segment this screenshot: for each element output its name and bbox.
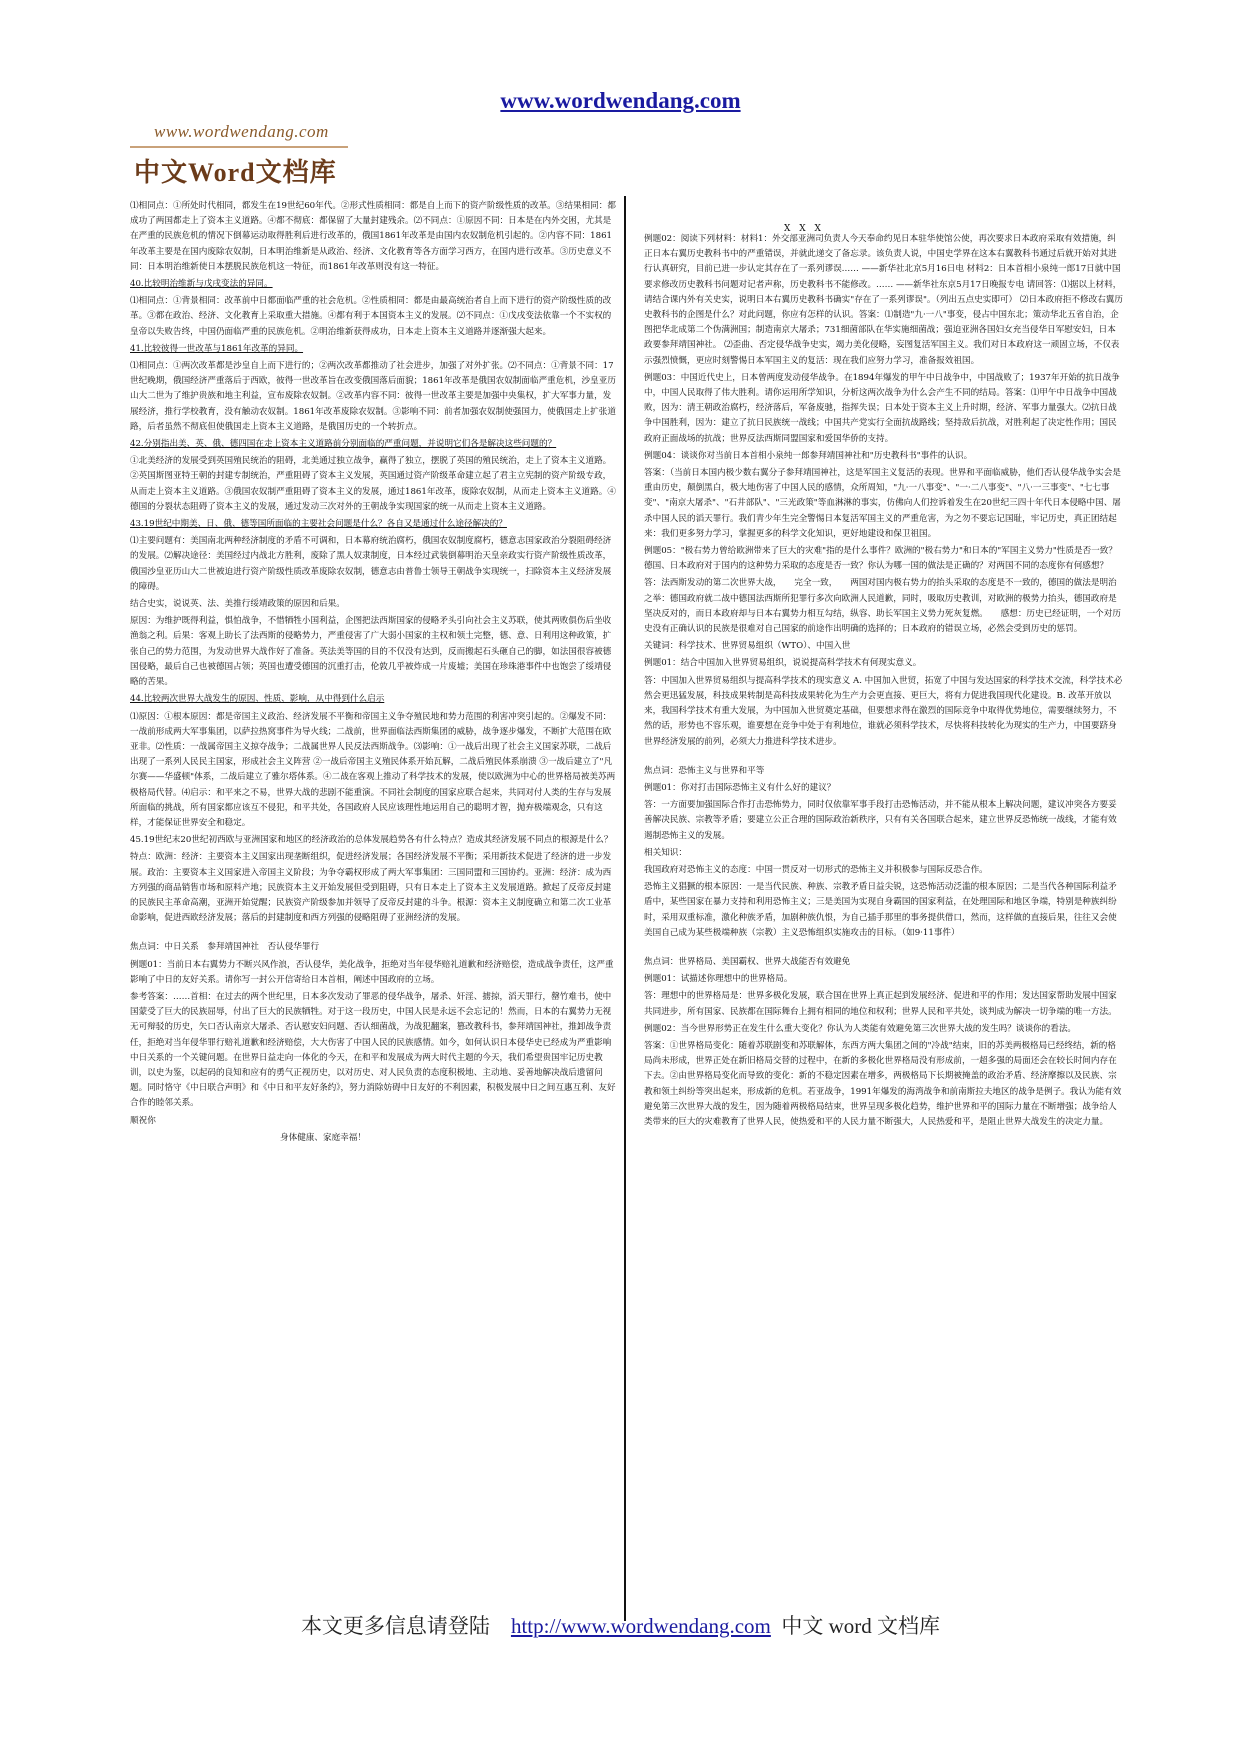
example-question: 例题01：当前日本右翼势力不断兴风作浪，否认侵华，美化战争，拒绝对当年侵华赔礼道歉和经济赔偿，造成战争责任，这严重影响了中日的友好关系。请你写一封公开信寄给日本首相，阐述中国政府的立场。 <box>130 959 614 985</box>
column-divider <box>624 196 626 1621</box>
example-question: 例题01：试描述你理想中的世界格局。 <box>644 974 793 985</box>
question-heading: 42.分别指出美、英、俄、德四国在走上资本主义道路前分别面临的严重问题，并说明它们各是解决这些问题的？ <box>130 439 557 450</box>
answer: 答：理想中的世界格局是：世界多极化发展，联合国在世界上真正起到发展经济、促进和平的作用；发达国家帮助发展中国家共同进步，所有国家、民族都在国际舞台上拥有相同的地位和权利；世界人民和平共处，谈判成为解决一切争端的唯一方法。 <box>644 991 1117 1017</box>
example-question: 例题02：当今世界形势正在发生什么重大变化？你认为人类能有效避免第三次世界大战的发生吗？谈谈你的看法。 <box>644 1023 1077 1034</box>
answer: 答：一方面要加强国际合作打击恐怖势力，同时仅依靠军事手段打击恐怖活动，并不能从根本上解决问题，建议冲突各方要妥善解决民族、宗教等矛盾；要建立公正合理的国际政治新秩序，只有有关各国联合起来，建立世界反恐怖统一战线，才能有效遏制恐怖主义的发展。 <box>644 800 1117 841</box>
paragraph: 我国政府对恐怖主义的态度：中国一贯反对一切形式的恐怖主义并积极参与国际反恐合作。 <box>644 864 988 875</box>
keywords: 关键词：科学技术、世界贸易组织（WTO）、中国入世 <box>644 641 851 652</box>
answer: 答案：①世界格局变化：随着苏联剧变和苏联解体，东西方两大集团之间的"冷战"结束，旧的苏美两极格局已经终结，新的格局尚未形成，世界正处在新旧格局交替的过程中，在新的多极化世界格局没有形成前，一超多强的局面还会在较长时间内存在下去。②由世界格局变化而导致的变化：新的不稳定因素在增多，两极格局下长期被掩盖的政治矛盾、经济摩擦以及民族、宗教和领土纠纷等突出起来，形成新的危机。若亚战争，1991年爆发的海湾战争和前南斯拉夫地区的战争是例子。我认为能有效避免第三次世界大战的发生，因为随着两极格局结束，世界呈现多极化趋势，维护世界和平的国际力量在不断增强；战争给人类带来的巨大的灾难教育了世界人民，使热爱和平的人民力量不断强大，人民热爱和平，是阻止世界大战发生的决定力量。 <box>644 1040 1122 1127</box>
question-heading: 44.比较两次世界大战发生的原因、性质、影响，从中得到什么启示 <box>130 694 385 705</box>
related-knowledge-heading: 相关知识： <box>644 847 687 858</box>
example-question: 例题05："极右势力曾给欧洲带来了巨大的灾难"指的是什么事件？欧洲的"极右势力"和日本的"军国主义势力"性质是否一致？德国、日本政府对于国内的这种势力采取的态度是否一致？你认为哪一国的做法是正确的？对两国不同的态度你有何感想？ <box>644 546 1117 572</box>
answer: 答：法西斯发动的第二次世界大战， 完全一致， 两国对国内极右势力的抬头采取的态度是不一致的，德国的做法是明治之举：德国政府就二战中德国法西斯所犯罪行多次向欧洲人民道歉，同时，吸取历史教训，对欧洲的极势力抬头，德国政府是坚决反对的，而日本政府却与日本右翼势力相互勾结，纵容、助长军国主义势力死灰复燃。 感想：历史已经证明，一个对历史没有正确认识的民族是很难对自己国家的前途作出明确的选择的；日本政府的错误立场，必然会受到历史的惩罚。 <box>644 578 1121 635</box>
question-heading: 结合史实，说说英、法、美推行绥靖政策的原因和后果。 <box>130 599 345 610</box>
paragraph: ⑴相同点：①所处时代相同，都发生在19世纪60年代。②形式性质相同：都是自上而下的资产阶级性质的改革。③结果相同：都成功了两国都走上了资本主义道路。④都不彻底：都保留了大量封建残余。⑵不同点：①原因不同：日本是在内外交困，尤其是在严重的民族危机的情况下倒幕运动取得胜利后进行改革的，俄国1861年改革是由国内农奴制危机引起的。②内容不同：1861年改革主要是在国内废除农奴制，日本明治维新是从政治、经济、文化教育等各方面学习西方，在国内进行改革。③历史意义不同：日本明治维新使日本摆脱民族危机这一特征，而1861年改革则没有这一特征。 <box>130 201 616 272</box>
spacer <box>644 752 1124 764</box>
question-heading: 40.比较明治维新与戊戌变法的异同。 <box>130 279 273 290</box>
paragraph: ⑴相同点：①背景相同：改革前中日都面临严重的社会危机。②性质相同：都是由最高统治者自上而下进行的资产阶级性质的改革。③都在政治、经济、文化教育上采取重大措施。④都有利于本国资本主义的发展。⑵不同点：①戊戌变法依靠一个不实权的皇帝以失败告终，中国仍面临严重的民族危机。②明治维新获得成功，日本走上资本主义道路并逐渐强大起来。 <box>130 296 612 337</box>
site-url-link[interactable]: www.wordwendang.com <box>500 88 741 113</box>
footer-suffix: 中文 word 文档库 <box>781 1614 941 1638</box>
footer-link[interactable]: http://www.wordwendang.com <box>510 1614 771 1638</box>
paragraph: 原因：为维护既得利益，惧怕战争，不惜牺牲小国利益，企图把法西斯国家的侵略矛头引向社会主义苏联，使其两败俱伤后坐收渔翁之利。后果：客观上助长了法西斯的侵略势力，严重侵害了广大弱小国家的主权和领土完整，德、意、日利用这种政策，扩张自己的势力范围，为发动世界大战作好了准备。英法美等国的目的不仅没有达到，反而搬起石头砸自己的脚，如法国很容被德国侵略，最后自己也被德国占领；英国也遭受德国的沉重打击，伦敦几乎被炸成一片废墟；美国在珍珠港事件中也饱尝了绥靖侵略的苦果。 <box>130 616 612 688</box>
spacer <box>130 928 618 940</box>
question-heading: 45.19世纪末20世纪初西欧与亚洲国家和地区的经济政治的总体发展趋势各有什么特点？造成其经济发展不同点的根源是什么？ <box>130 835 613 846</box>
question-heading: 41.比较彼得一世改革与1861年改革的异同。 <box>130 343 304 354</box>
answer: 答：中国加入世界贸易组织与提高科学技术的现实意义 A. 中国加入世贸，拓宽了中国与发达国家的科学技术交流，科学技术必然会更迅猛发展，科技成果转制是高科技成果转化为生产力会更直接、更巨大，将有力促进我国现代化建设。B. 改革开放以来，我国科学技术有重大发展，为中国加入世贸奠定基础，但要想求得在激烈的国际竞争中取得优势地位，需要继续努力，不然的话，形势也不容乐观，谁要想在竞争中处于有利地位，谁就必须科学技术，尽快将科技转化为现实的生产力，中国要跻身世界经济发展的前列，必须大力推进科学技术进步。 <box>644 675 1123 747</box>
reference-answer: 参考答案：……首相：在过去的两个世纪里，日本多次发动了罪恶的侵华战争，屠杀、奸淫、掳掠，滔天罪行，罄竹难书，使中国蒙受了巨大的民族屈辱，付出了巨大的民族牺牲。对于这一段历史，中国人民是永远不会忘记的！然而，日本的右翼势力无视无可辩驳的历史，矢口否认南京大屠杀、否认慰安妇问题、否认细菌战，为战犯翻案，篡改教科书，参拜靖国神社，推卸战争责任，拒绝对当年侵华罪行赔礼道歉和经济赔偿，大大伤害了中国人民的民族感情。如今，如何认识日本侵华史已经成为严重影响中日关系的一个关键问题。在世界日益走向一体化的今天，在和平和发展成为两大时代主题的今天，我们希望贵国牢记历史教训，以史为鉴，以起码的良知和应有的勇气正视历史，以对历史、对人民负责的态度积极地、主动地、妥善地解决战后遗留问题。同时恪守《中日联合声明》和《中日和平友好条约》，努力消除妨碍中日友好的不利因素，积极发展中日之间互惠互利、友好合作的睦邻关系。 <box>130 991 616 1109</box>
paragraph: ①北美经济的发展受到英国殖民统治的阻碍，北美通过独立战争，赢得了独立，摆脱了英国的殖民统治，走上了资本主义道路。②英国斯图亚特王朝的封建专制统治，严重阻碍了资本主义发展，英国通过资产阶级革命建立起了君主立宪制的资产阶级专政，从而走上资本主义道路。③俄国农奴制严重阻碍了资本主义的发展，通过1861年改革，废除农奴制，从而走上资本主义道路。④德国的分裂状态阻碍了资本主义的发展，通过发动三次对外的王朝战争实现国家的统一从而走上资本主义道路。 <box>130 456 616 512</box>
question-heading: 43.19世纪中期美、日、俄、德等国所面临的主要社会问题是什么？各自又是通过什么途径解决的？ <box>130 519 507 530</box>
spacer <box>644 943 1124 955</box>
paragraph: ⑴相同点：①两次改革都是沙皇自上而下进行的；②两次改革都推动了社会进步，加强了对外扩张。⑵不同点：①背景不同：17世纪晚期，俄国经济严重落后于西欧，彼得一世改革旨在改变俄国落后面貌；1861年改革是俄国农奴制面临严重危机，沙皇亚历山大二世为了维护贵族和地主利益，宣布废除农奴制。②改革内容不同：彼得一世改革主要是加强中央集权，扩大军事力量，发展经济，推行学校教育，没有触动农奴制。1861年改革废除农奴制。③影响不同：前者加强农奴制使强国力，使俄国走上扩张道路，后者虽然不彻底但使俄国走上资本主义道路，是俄国历史的一个转折点。 <box>130 361 616 432</box>
focus-term: 焦点词：世界格局、美国霸权、世界大战能否有效避免 <box>644 956 851 967</box>
example-question: 例题03：中国近代史上，日本曾两度发动侵华战争。在1894年爆发的甲午中日战争中，中国战败了；1937年开始的抗日战争中，中国人民取得了伟大胜利。请你运用所学知识，分析这两次战争为什么会产生不同的结局。答案：⑴甲午中日战争中国战败，因为：清王朝政治腐朽，经济落后，军备废驰，指挥失误；日本处于资本主义上升时期，经济、军事力量强大。⑵抗日战争中国胜利，因为：建立了抗日民族统一战线；中国共产党实行全面抗战路线；坚持敌后抗战，对胜利起了决定性作用；国民政府正面战场的抗战；世界反法西斯同盟国家和爱国华侨的支持。 <box>644 372 1120 444</box>
closing-line: 顺祝你 <box>130 1115 156 1126</box>
example-question: 例题02：阅读下列材料：材料1：外交部亚洲司负责人今天奉命约见日本驻华使馆公使，再次要求日本政府采取有效措施，纠正日本右翼历史教科书中的严重错误，并就此递交了备忘录。该负责人说，中国史学界在这本右翼教科书通过后就开始对其进行认真研究，目前已进一步认定其存在了一系列谬误…… ——新华社北京5月16日电 材料2：日本首相小泉纯一郎17日就中国要求修改历史教科书问题对记者声称，历史教科书不能修改。…… ——新华社东京5月17日晚报专电 请回答：⑴据以上材料，请结合课内外有关史实，说明日本右翼历史教科书确实"存在了一系列谬误"。（列出五点史实即可） ⑵日本政府拒不修改右翼历史教科书的企图是什么？对此问题，你应有怎样的认识。答案：⑴制造"九·一八"事变，侵占中国东北；策动华北五省自治，企图把华北成第二个伪满洲国；制造南京大屠杀；731细菌部队在华实施细菌战；强迫亚洲各国妇女充当侵华日军慰安妇，日本政要参拜靖国神社。 ⑵歪曲、否定侵华战争史实，竭力美化侵略，妄图复活军国主义。我们对日本政府这一顽固立场，不仅表示强烈愤慨，更应时刻警惕日本军国主义的复活：现在我们应努力学习，准备报效祖国。 <box>644 234 1123 366</box>
example-question: 例题01：你对打击国际恐怖主义有什么好的建议？ <box>644 782 836 793</box>
footer <box>0 1610 1241 1640</box>
logo-divider <box>130 146 348 148</box>
paragraph: 特点：欧洲：经济：主要资本主义国家出现垄断组织，促进经济发展；各国经济发展不平衡；采用新技术促进了经济的进一步发展。政治：主要资本主义国家进入帝国主义阶段；为争夺霸权形成了两大军事集团：三国同盟和三国协约。亚洲：经济：成为西方列强的商品销售市场和原料产地；民族资本主义开始发展但受到阻碍，只有日本走上了资本主义发展道路。掀起了反帝反封建的民族民主革命高潮，亚洲开始觉醒；民族资产阶级参加并领导了反帝反封建的斗争。根源：资本主义制度确立和第二次工业革命影响，促进西欧经济发展；落后的封建制度和西方列强的侵略阻碍了亚洲经济的发展。 <box>130 852 612 924</box>
right-column <box>644 232 1124 1132</box>
answer: 答案：（当前日本国内极少数右翼分子参拜靖国神社，这是军国主义复活的表现。世界和平面临威胁，他们否认侵华战争实会是重由历史，颠倒黑白，极大地伤害了中国人民的感情，众所周知，"九·一八事变"、"一·二八事变"、"八·一三事变"、"七七事变"、"南京大屠杀"、"石井部队"、"三光政策"等血淋淋的事实，仿佛向人们控诉着发生在20世纪三四十年代日本侵略中国、屠杀中国人民的滔天罪行。我们青少年生完全警惕日本复活军国主义的严重危害，为之勿不要忘记国耻，牢记历史，真正团结起来：我们更多努力学习，掌握更多的科学文化知识，更好地建设和保卫祖国。 <box>644 468 1121 539</box>
site-logo <box>130 118 348 190</box>
paragraph: ⑴主要问题有：美国南北两种经济制度的矛盾不可调和，日本幕府统治腐朽，俄国农奴制度腐朽，德意志国家政治分裂阻碍经济的发展。⑵解决途径：美国经过内战北方胜利，废除了黑人奴隶制度，日本经过武装倒幕明治天皇亲政实行资产阶级性质改革，俄国沙皇亚历山大二世被迫进行资产阶级性质改革废除农奴制，德意志由普鲁士领导王朝战争实现统一，扫除资本主义经济发展的障碍。 <box>130 536 612 592</box>
left-column <box>130 199 618 1148</box>
logo-name: 中文Word文档库 <box>134 158 337 187</box>
focus-term: 焦点词：恐怖主义与世界和平等 <box>644 765 765 776</box>
right-column-marker: X X X <box>784 224 824 234</box>
focus-term: 焦点词：中日关系 参拜靖国神社 否认侵华罪行 <box>130 942 320 953</box>
closing-wish: 身体健康、家庭幸福！ <box>280 1132 366 1143</box>
example-question: 例题01：结合中国加入世界贸易组织，说说提高科学技术有何现实意义。 <box>644 658 922 669</box>
example-question: 例题04：谈谈你对当前日本首相小泉纯一郎参拜靖国神社和"历史教科书"事件的认识。 <box>644 450 973 461</box>
footer-prefix: 本文更多信息请登陆 <box>300 1614 490 1638</box>
paragraph: ⑴原因：①根本原因：都是帝国主义政治、经济发展不平衡和帝国主义争夺殖民地和势力范围的利害冲突引起的。②爆发不同：一战前形成两大军事集团，以萨拉热窝事件为导火线；二战前，世界面临法西斯集团的威胁，战争逐步爆发，不断扩大范围在欧亚非。⑵性质：一战属帝国主义掠夺战争；二战属世界人民反法西斯战争。⑶影响：①一战后出现了社会主义国家苏联，二战后出现了一系列人民民主国家，形成社会主义阵营 ②一战后帝国主义殖民体系开始瓦解，二战后殖民体系崩溃 ③一战后建立了"凡尔赛——华盛顿"体系，二战后建立了雅尔塔体系。④二战在客观上推动了科学技术的发展，使以欧洲为中心的世界格局被美苏两极格局代替。⑷启示：和平来之不易，世界大战的悲剧不能重演。不同社会制度的国家应联合起来，共同对付人类的生存与发展所面临的挑战，所有国家都应该互不侵犯，和平共处，各国政府人民应该理性地运用自己的聪明才智，抛弃极端观念，只有这样，才能保证世界安全和稳定。 <box>130 711 616 828</box>
paragraph: 恐怖主义猖獗的根本原因：一是当代民族、种族、宗教矛盾日益尖锐，这恐怖活动泛滥的根本原因；二是当代各种国际利益矛盾中，某些国家在暴力支持和利用恐怖主义；三是美国为实现自身霸国的国家利益，在处理国际和地区争端，特别是种族纠纷时，采用双重标准，激化种族矛盾，加剧种族仇恨，为自己插手那里的事务提供借口，然而，这样做的直接后果，往往又会使美国自己成为某些极端种族（宗教）主义恐怖组织实施攻击的目标。（如9·11事件） <box>644 882 1117 938</box>
logo-url-text: www.wordwendang.com <box>154 122 329 141</box>
